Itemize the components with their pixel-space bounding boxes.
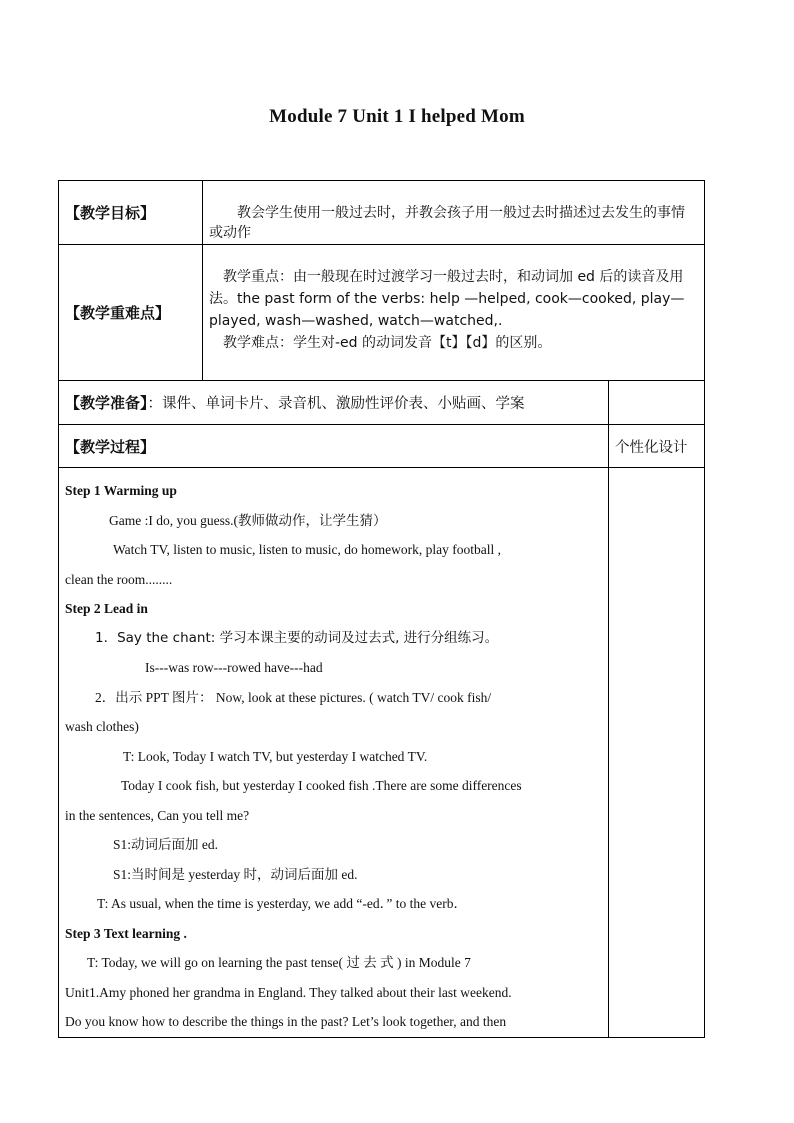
personalized-design-label: 个性化设计 (615, 439, 688, 456)
step3-heading: Step 3 Text learning . (65, 925, 187, 941)
step2-heading: Step 2 Lead in (65, 601, 148, 616)
student-answer-2: S1:当时间是 yesterday 时，动词后面加 ed. (113, 866, 358, 882)
preparation-label: 【教学准备】 (65, 394, 148, 412)
process-body-row (59, 468, 705, 1038)
key-points-row (59, 245, 705, 381)
process-label: 【教学过程】 (65, 437, 156, 456)
text-learning-line-1: T: Today, we will go on learning the past tense( 过 去 式 ) in Module 7 (87, 955, 471, 970)
teacher-line-2: Today I cook fish, but yesterday I cooked fish .There are some differences (121, 778, 522, 793)
chant-item: 1．Say the chant: 学习本课主要的动词及过去式, 进行分组练习。 (95, 629, 499, 646)
preparation-text: ：课件、单词卡片、录音机、激励性评价表、小贴画、学案 (147, 396, 525, 412)
key-points-label: 【教学重难点】 (65, 304, 171, 322)
warmup-activities: Watch TV, listen to music, listen to music, do homework, play football , (113, 542, 501, 557)
student-answer-1: S1:动词后面加 ed. (113, 837, 219, 852)
text-learning-line-3: Do you know how to describe the things in the past? Let’s look together, and then (65, 1014, 507, 1029)
step1-heading: Step 1 Warming up (65, 483, 177, 498)
teacher-summary: T: As usual, when the time is yesterday, we add “-ed．” to the verb． (97, 896, 467, 911)
lesson-plan-table (58, 180, 705, 1038)
key-points-difficulty: 教学难点：学生对-ed 的动词发音【t】【d】的区别。 (223, 335, 552, 351)
ppt-item-cont: wash clothes) (65, 719, 139, 734)
process-header-row (59, 425, 705, 468)
verb-pairs: Is---was row---rowed have---had (145, 660, 323, 675)
warmup-game: Game :I do, you guess.(教师做动作，让学生猜） (109, 512, 387, 528)
preparation-row (59, 381, 705, 425)
ppt-item: 2．出示 PPT 图片： Now, look at these pictures. ( watch TV/ cook fish/ (95, 689, 492, 705)
teacher-line-1: T: Look, Today I watch TV, but yesterday I watched TV. (123, 748, 428, 764)
objectives-text: 教会学生使用一般过去时，并教会孩子用一般过去时描述过去发生的事情或动作 (209, 205, 685, 241)
key-points-focus: 教学重点：由一般现在时过渡学习一般过去时，和动词加 ed 后的读音及用法。the past form of the verbs: help —helped, cook—cooked, play—played, wash—washed, watch—watched,. (209, 269, 685, 329)
warmup-activities-cont: clean the room........ (65, 571, 173, 587)
teacher-line-2-cont: in the sentences, Can you tell me? (65, 807, 250, 823)
objectives-label: 【教学目标】 (65, 204, 156, 222)
objectives-row (59, 181, 705, 245)
page-title: Module 7 Unit 1 I helped Mom (269, 106, 525, 127)
text-learning-line-2: Unit1.Amy phoned her grandma in England. They talked about their last weekend. (65, 984, 512, 1000)
